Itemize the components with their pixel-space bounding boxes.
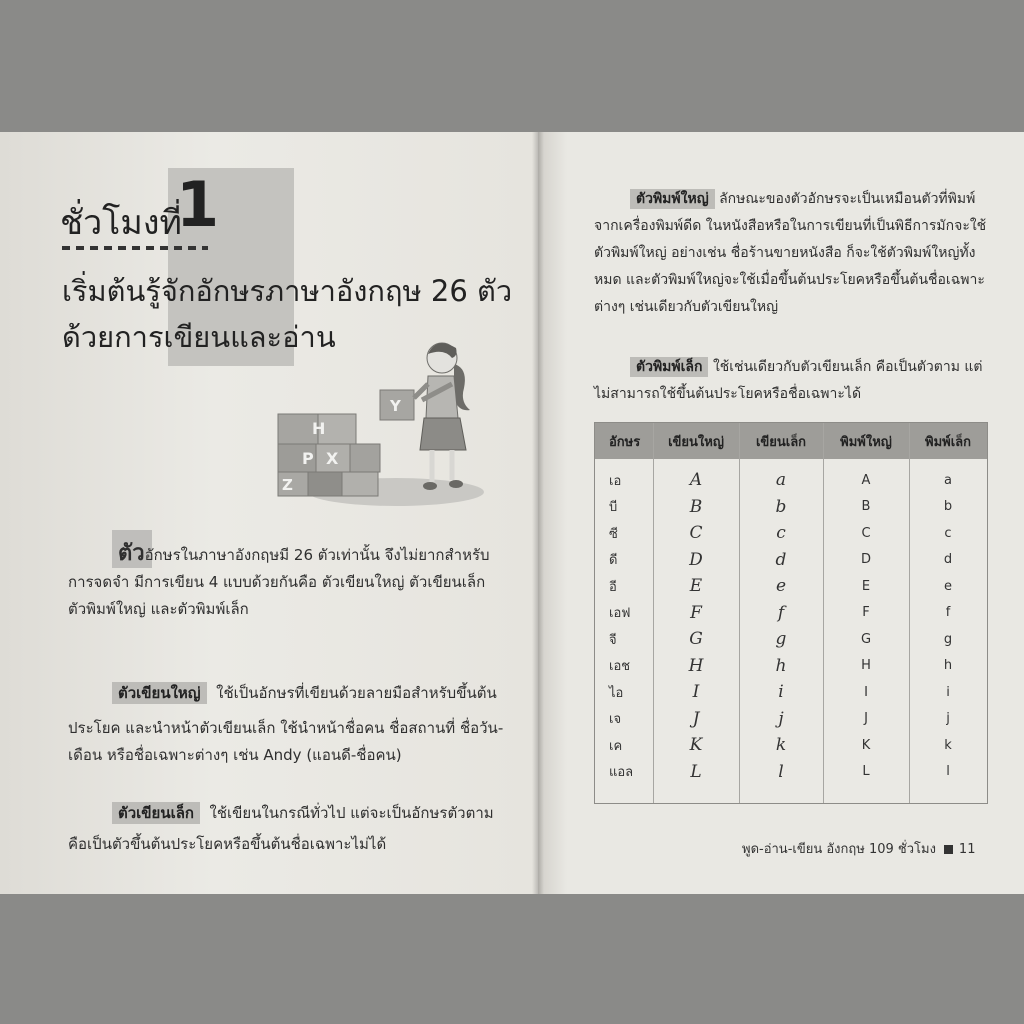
table-cell: จี: [609, 632, 617, 648]
table-cell: j: [778, 708, 784, 729]
table-cell: A: [861, 472, 871, 488]
table-cell: ซี: [609, 526, 618, 542]
table-cell: เจ: [609, 712, 622, 728]
table-cell: f: [945, 605, 951, 621]
section-line: ตัวพิมพ์ใหญ่ อย่างเช่น ชื่อร้านขายหนังสือ ก็จะใช้ตัวพิมพ์ใหญ่ทั้ง: [594, 245, 976, 261]
alphabet-table: [594, 422, 988, 804]
table-header-cell: พิมพ์ใหญ่: [840, 434, 892, 450]
table-cell: h: [943, 658, 953, 674]
upper-written-label: ตัวเขียนใหญ่: [112, 682, 207, 704]
intro-line: การจดจำ มีการเขียน 4 แบบด้วยกันคือ ตัวเขียนใหญ่ ตัวเขียนเล็ก: [68, 573, 486, 591]
lower-written-label: ตัวเขียนเล็ก: [112, 802, 200, 824]
table-cell: d: [943, 552, 953, 568]
table-cell: บี: [609, 500, 618, 516]
lower-print-label: ตัวพิมพ์เล็ก: [630, 357, 708, 377]
table-cell: เอฟ: [609, 606, 631, 622]
table-cell: K: [861, 737, 871, 753]
footer-square-icon: [944, 845, 953, 854]
upper-print-section: [594, 186, 994, 321]
chapter-label: ชั่วโมงที่: [60, 203, 182, 243]
girl-with-letter-blocks-illustration: [276, 336, 486, 506]
table-row: [595, 494, 987, 521]
table-cell: f: [777, 602, 785, 623]
table-header-cell: เขียนใหญ่: [668, 434, 724, 450]
block-letter: Z: [282, 476, 293, 494]
block-letter: X: [326, 449, 339, 468]
chapter-number: 1: [176, 168, 220, 241]
chapter-title-line-1: เริ่มต้นรู้จักอักษรภาษาอังกฤษ 26 ตัว: [62, 274, 513, 308]
table-cell: I: [864, 684, 868, 700]
table-cell: d: [775, 549, 787, 570]
table-body: [595, 459, 987, 785]
table-cell: e: [775, 576, 787, 597]
girl-shoe: [449, 480, 463, 488]
table-cell: h: [775, 655, 787, 676]
table-cell: ไอ: [609, 685, 624, 701]
dotted-divider: [62, 246, 208, 250]
table-cell: j: [946, 711, 950, 727]
table-row: [595, 626, 987, 653]
table-cell: K: [689, 735, 703, 756]
table-row: [595, 759, 987, 786]
section-line: ไม่สามารถใช้ขึ้นต้นประโยคหรือชื่อเฉพาะได้: [594, 386, 862, 402]
section-line: คือเป็นตัวขึ้นต้นประโยคหรือขึ้นต้นชื่อเฉพาะไม่ได้: [68, 835, 387, 853]
table-cell: k: [944, 737, 952, 753]
table-cell: E: [861, 578, 871, 594]
table-cell: G: [860, 631, 872, 647]
section-line: ใช้เช่นเดียวกับตัวเขียนเล็ก คือเป็นตัวตาม แต่: [712, 359, 983, 375]
girl-legs: [432, 450, 452, 482]
table-header-cell: พิมพ์เล็ก: [925, 434, 971, 450]
table-cell: c: [944, 525, 952, 541]
table-header-cell: อักษร: [609, 434, 641, 450]
table-cell: c: [776, 523, 786, 544]
chapter-title-line-2: ด้วยการเขียนและอ่าน: [62, 320, 336, 354]
table-cell: A: [689, 470, 703, 491]
table-cell: g: [775, 629, 787, 650]
table-row: [595, 653, 987, 680]
table-cell: แอล: [609, 765, 634, 781]
table-cell: อี: [609, 579, 617, 595]
table-cell: i: [946, 684, 950, 700]
upper-print-label: ตัวพิมพ์ใหญ่: [630, 189, 715, 209]
table-row: [595, 573, 987, 600]
intro-line: ตัวพิมพ์ใหญ่ และตัวพิมพ์เล็ก: [68, 600, 249, 618]
block-letter: Y: [390, 397, 401, 415]
table-cell: b: [943, 499, 953, 515]
table-header-cell: เขียนเล็ก: [755, 434, 807, 450]
table-cell: F: [690, 602, 702, 623]
girl-shoe: [423, 482, 437, 490]
table-cell: C: [689, 523, 703, 544]
section-line: หมด และตัวพิมพ์ใหญ่จะใช้เมื่อขึ้นต้นประโยคหรือขึ้นต้นชื่อเฉพาะ: [594, 272, 985, 288]
table-cell: B: [689, 496, 703, 517]
intro-paragraph: [68, 540, 528, 623]
table-row: [595, 467, 987, 494]
table-cell: L: [862, 764, 870, 780]
section-line: ใช้เป็นอักษรที่เขียนด้วยลายมือสำหรับขึ้นต้น: [216, 684, 497, 702]
table-row: [595, 679, 987, 706]
table-cell: l: [778, 761, 784, 782]
table-cell: J: [864, 711, 868, 727]
table-cell: g: [943, 631, 953, 647]
book-title: พูด-อ่าน-เขียน อังกฤษ 109 ชั่วโมง: [742, 842, 936, 857]
table-cell: L: [690, 761, 702, 782]
table-cell: B: [861, 499, 871, 515]
letter-block: [350, 444, 380, 472]
page-footer: [742, 838, 975, 859]
section-line: จากเครื่องพิมพ์ดีด ในหนังสือหรือในการเขียนที่เป็นพิธีการมักจะใช้: [594, 218, 987, 234]
table-cell: l: [946, 764, 950, 780]
lower-print-section: [594, 354, 994, 408]
section-line: ประโยค และนำหน้าตัวเขียนเล็ก ใช้นำหน้าชื่อคน ชื่อสถานที่ ชื่อวัน-: [68, 719, 504, 737]
table-cell: ดี: [609, 553, 618, 569]
table-cell: k: [775, 735, 787, 756]
table-cell: G: [689, 629, 703, 650]
table-cell: F: [862, 605, 870, 621]
table-cell: H: [861, 658, 871, 674]
table-cell: I: [692, 682, 700, 703]
table-cell: H: [688, 655, 704, 676]
table-cell: i: [778, 682, 784, 703]
section-line: เดือน หรือชื่อเฉพาะต่างๆ เช่น Andy (แอนดี-ชื่อคน): [68, 746, 402, 764]
table-cell: b: [775, 496, 787, 517]
section-line: ต่างๆ เช่นเดียวกับตัวเขียนใหญ่: [594, 299, 778, 315]
girl-skirt: [420, 418, 466, 450]
table-cell: D: [689, 549, 703, 570]
table-cell: เค: [609, 738, 623, 754]
section-line: ลักษณะของตัวอักษรจะเป็นเหมือนตัวที่พิมพ์: [719, 191, 976, 207]
letter-block: [342, 472, 378, 496]
table-row: [595, 547, 987, 574]
block-letter: P: [302, 449, 314, 468]
table-cell: C: [861, 525, 871, 541]
section-line: ใช้เขียนในกรณีทั่วไป แต่จะเป็นอักษรตัวตาม: [209, 804, 494, 822]
table-cell: E: [689, 576, 703, 597]
table-cell: J: [692, 708, 700, 729]
upper-written-section: [68, 680, 528, 769]
block-letter: H: [312, 419, 326, 438]
table-cell: e: [944, 578, 952, 594]
lower-written-section: [68, 800, 528, 858]
table-cell: a: [775, 470, 787, 491]
intro-line: อักษรในภาษาอังกฤษมี 26 ตัวเท่านั้น จึงไม่ยากสำหรับ: [144, 546, 490, 564]
table-row: [595, 706, 987, 733]
intro-first-word: ตัว: [118, 541, 145, 566]
table-row: [595, 520, 987, 547]
table-row: [595, 732, 987, 759]
page-number: 11: [958, 842, 976, 857]
table-row: [595, 600, 987, 627]
table-cell: D: [860, 552, 871, 568]
letter-block: [308, 472, 342, 496]
table-cell: เอ: [609, 473, 622, 489]
table-cell: a: [944, 472, 952, 488]
table-cell: เอช: [609, 659, 631, 675]
book-gutter: [532, 132, 544, 894]
